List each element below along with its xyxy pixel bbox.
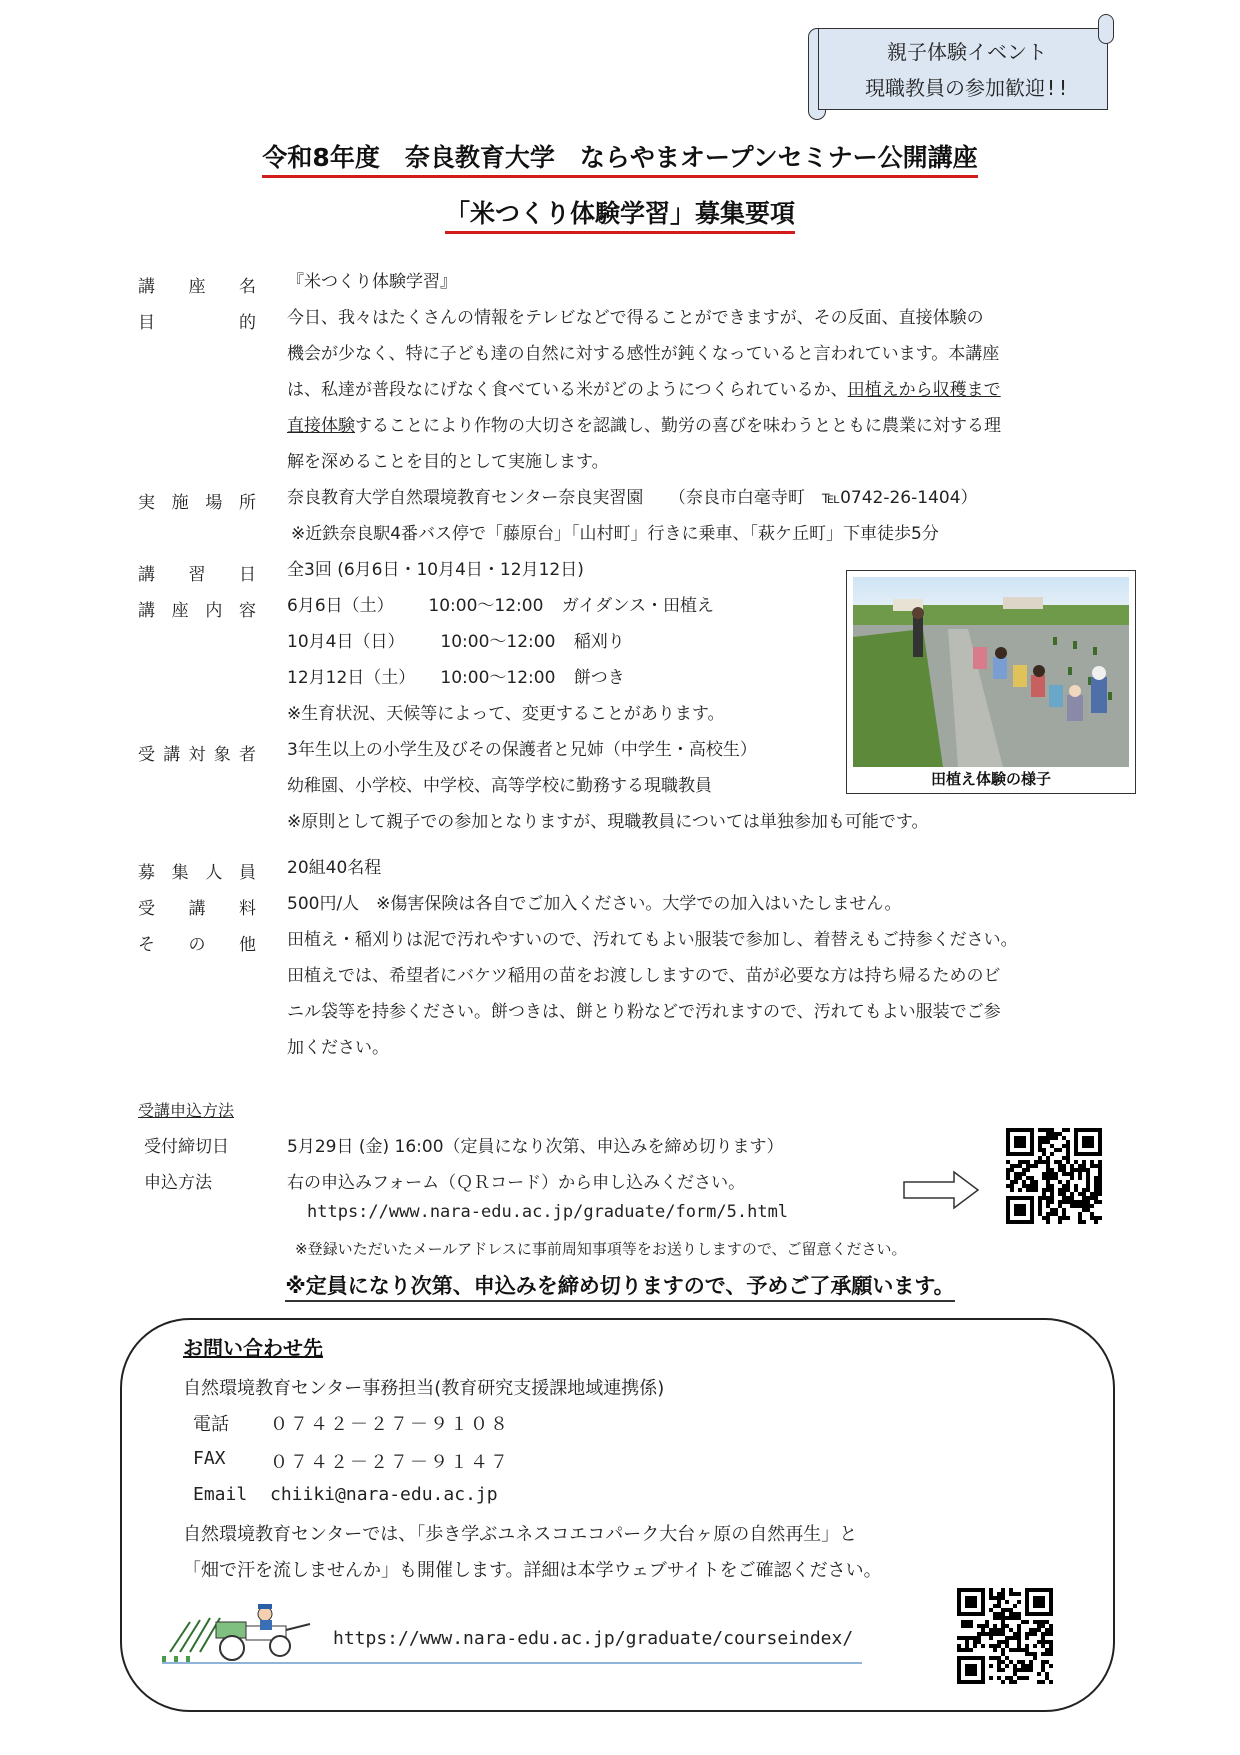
application-note: ※登録いただいたメールアドレスに事前周知事項等をお送りしますので、ご留意ください。 [295,1240,907,1258]
course-name: 『米つくり体験学習』 [287,272,457,292]
label-capacity: 募 集 人 員 [138,863,256,883]
schedule-row: 10月4日（日） 10:00～12:00 稲刈り [287,632,625,652]
schedule-row: 12月12日（土） 10:00～12:00 餅つき [287,668,625,688]
contact-info-2: 「畑で汗を流しませんか」も開催します。詳細は本学ウェブサイトをご確認ください。 [183,1560,882,1581]
application-heading: 受講申込方法 [138,1101,235,1120]
page-subtitle: 「米つくり体験学習」募集要項 [0,194,1240,230]
email-address[interactable]: chiiki@nara-edu.ac.jp [270,1484,498,1505]
rice-field-photo [853,577,1129,767]
event-banner [808,24,1108,110]
application-url[interactable]: https://www.nara-edu.ac.jp/graduate/form/5.html [307,1202,789,1222]
email-label: Email [193,1484,248,1505]
deadline-text: 5月29日 (金) 16:00（定員になり次第、申込みを締め切ります） [287,1137,784,1157]
dates-text: 全3回 (6月6日・10月4日・12月12日) [287,560,584,580]
fax-label: FAX [193,1448,226,1469]
schedule-row: 6月6日（土） 10:00～12:00 ガイダンス・田植え [287,596,714,616]
arrow-right-icon [902,1170,980,1210]
label-deadline: 受付締切日 [144,1137,229,1157]
capacity-text: 20組40名程 [287,858,382,878]
fee-text: 500円/人 ※傷害保険は各自でご加入ください。大学での加入はいたしません。 [287,894,902,914]
page-title: 令和8年度 奈良教育大学 ならやまオープンセミナー公開講座 [0,138,1240,174]
target-text: 3年生以上の小学生及びその保護者と兄姉（中学生・高校生） 幼稚園、小学校、中学校、高等学校に勤務する現職教員 ※原則として親子での参加となりますが、現職教員については単独参加も可能です。 [287,740,929,832]
method-text: 右の申込みフォーム（ＱＲコード）から申し込みください。 [287,1173,746,1193]
purpose-text: 今日、我々はたくさんの情報をテレビなどで得ることができますが、その反面、直接体験の 機会が少なく、特に子ども達の自然に対する感性が鈍くなっていると言われています。本講座 は、私達が普段なにげなく食べている米がどのようにつくられているか、田植えから収穫まで 直接体験することにより作物の大切さを認識し、勤労の喜びを味わうとともに農業に対する理 解を深めることを目的として実施します。 [287,308,1001,472]
website-qr-code-icon[interactable] [957,1588,1053,1684]
contact-heading: お問い合わせ先 [183,1336,323,1360]
label-purpose: 目 的 [138,313,256,333]
label-other: そ の 他 [138,935,256,955]
label-method: 申込方法 [144,1173,212,1193]
label-target: 受 講 対 象 者 [138,745,256,765]
label-content: 講 座 内 容 [138,601,256,621]
fax-number: ０７４２－２７－９１４７ [270,1452,510,1473]
label-fee: 受 講 料 [138,899,256,919]
tel-number: ０７４２－２７－９１０８ [270,1414,510,1435]
tel-label: 電話 [193,1414,229,1435]
photo-caption: 田植え体験の様子 [930,770,1051,788]
contact-info-1: 自然環境教育センターでは、「歩き学ぶユネスコエコパーク大台ヶ原の自然再生」と [183,1524,858,1545]
rice-planter-icon [160,1600,330,1666]
schedule-list: 6月6日（土） 10:00～12:00 ガイダンス・田植え 10月4日（日） 10:00～12:00 稲刈り 12月12日（土） 10:00～12:00 餅つき ※生育状況、天候等によって、変更することがあります。 [287,588,827,732]
other-text: 田植え・稲刈りは泥で汚れやすいので、汚れてもよい服装で参加し、着替えもご持参ください。 田植えでは、希望者にバケツ稲用の苗をお渡ししますので、苗が必要な方は持ち帰るためのビ ニル袋等を持参ください。餅つきは、餅とり粉などで汚れますので、汚れてもよい服装でご参 加ください。 [287,930,1018,1058]
banner-line-2: 現職教員の参加歓迎!! [864,76,1070,100]
url-underline [162,1662,862,1664]
label-venue: 実 施 場 所 [138,493,256,513]
application-qr-code-icon[interactable] [1006,1128,1102,1224]
contact-office: 自然環境教育センター事務担当(教育研究支援課地域連携係) [183,1378,665,1399]
rice-planting-photo [846,570,1136,794]
banner-line-1: 親子体験イベント [887,40,1047,64]
capacity-notice: ※定員になり次第、申込みを締め切りますので、予めご了承願います。 [0,1270,1240,1300]
course-index-url[interactable]: https://www.nara-edu.ac.jp/graduate/courseindex/ [333,1628,854,1649]
label-dates: 講 習 日 [138,565,256,585]
label-course-name: 講 座 名 [138,277,256,297]
venue-text: 奈良教育大学自然環境教育センター奈良実習園 （奈良市白毫寺町 ℡0742-26-1404） ※近鉄奈良駅4番バス停で「藤原台」「山村町」行きに乗車、「萩ケ丘町」下車徒歩5分 [287,488,978,544]
